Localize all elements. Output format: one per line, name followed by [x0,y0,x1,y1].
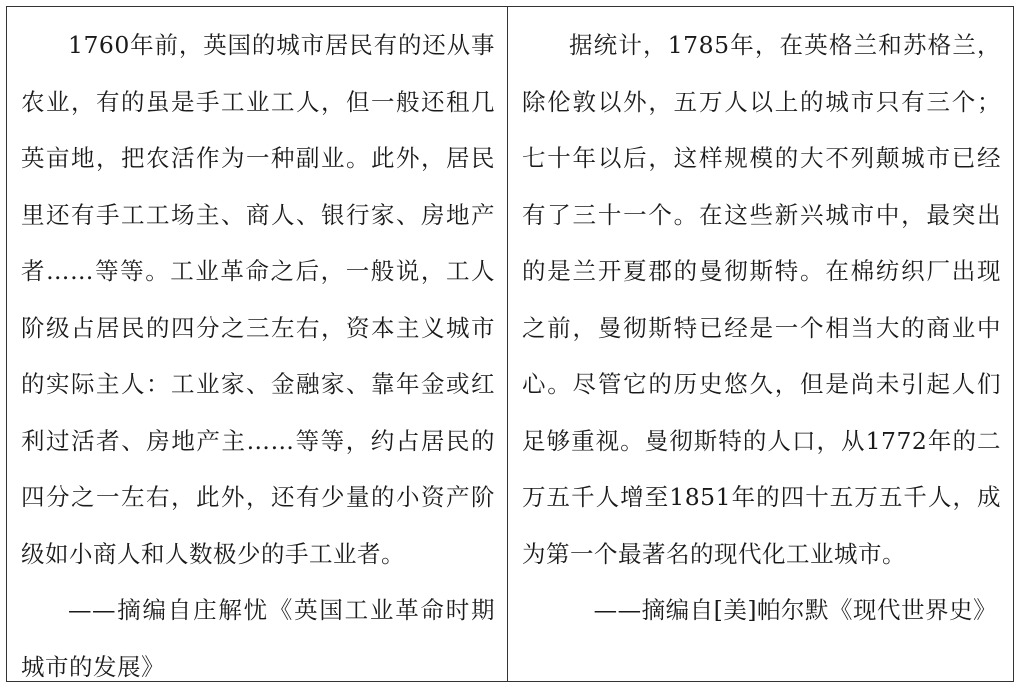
left-source-citation: ——摘编自庄解忧《英国工业革命时期城市的发展》 [21,596,495,681]
right-source-citation: ——摘编自[美]帕尔默《现代世界史》 [593,596,997,624]
right-column [508,7,1013,681]
left-column [7,7,508,681]
material-table [6,6,1014,682]
left-paragraph: 1760年前，英国的城市居民有的还从事农业，有的虽是手工业工人，但一般还租几英亩地，把农活作为一种副业。此外，居民里还有手工工场主、商人、银行家、房地产者……等等。工业革命之后，一般说，工人阶级占居民的四分之三左右，资本主义城市的实际主人：工业家、金融家、靠年金或红利过活者、房地产主……等等，约占居民的四分之一左右，此外，还有少量的小资产阶级如小商人和人数极少的手工业者。 [21,31,495,568]
right-paragraph: 据统计，1785年，在英格兰和苏格兰，除伦敦以外，五万人以上的城市只有三个；七十年以后，这样规模的大不列颠城市已经有了三十一个。在这些新兴城市中，最突出的是兰开夏郡的曼彻斯特。在棉纺织厂出现之前，曼彻斯特已经是一个相当大的商业中心。尽管它的历史悠久，但是尚未引起人们足够重视。曼彻斯特的人口，从1772年的二万五千人增至1851年的四十五万五千人，成为第一个最著名的现代化工业城市。 [522,31,1001,568]
